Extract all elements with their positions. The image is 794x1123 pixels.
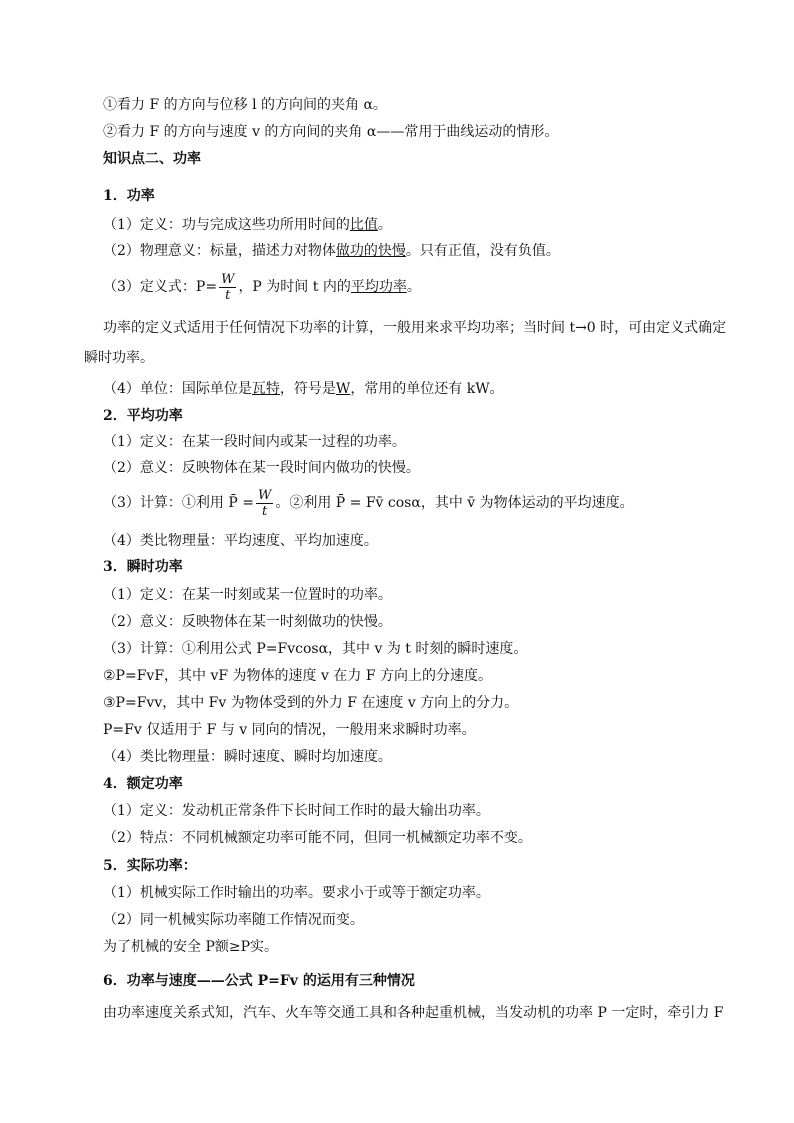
power-unit-mid: ，符号是 <box>279 381 336 397</box>
instant-definition: （1）定义：在某一时刻或某一位置时的功率。 <box>103 587 392 603</box>
instant-analogy: （4）类比物理量：瞬时速度、瞬时均加速度。 <box>103 749 392 765</box>
power-definition-text: （1）定义：功与完成这些功所用时间的 <box>103 217 350 233</box>
rated-definition: （1）定义：发动机正常条件下长时间工作时的最大输出功率。 <box>103 803 490 819</box>
heading-average-power: 2．平均功率 <box>103 408 183 424</box>
power-unit-underlined-2: W <box>335 381 351 397</box>
power-definition-underlined: 比值 <box>349 217 378 233</box>
paragraph-line-1: 功率的定义式适用于任何情况下功率的计算，一般用来求平均功率；当时间 t→0 时，可由定义式确定 <box>103 320 727 336</box>
instant-calculation: （3）计算：①利用公式 P=Fvcosα，其中 v 为 t 时刻的瞬时速度。 <box>103 641 528 657</box>
instant-meaning: （2）意义：反映物体在某一时刻做功的快慢。 <box>103 614 392 630</box>
power-formula-mid: ，P 为时间 t 内的 <box>238 279 351 295</box>
avg-calculation <box>103 486 634 520</box>
actual-2: （2）同一机械实际功率随工作情况而变。 <box>103 912 364 928</box>
power-meaning-underlined: 做功的快慢 <box>335 243 406 259</box>
actual-1: （1）机械实际工作时输出的功率。要求小于或等于额定功率。 <box>103 885 490 901</box>
avg-calc-text: （3）计算：①利用 P̄ = <box>103 495 254 511</box>
power-meaning-end: 。只有正值，没有负值。 <box>405 243 560 259</box>
power-meaning <box>103 242 560 260</box>
heading-power: 1．功率 <box>103 188 155 204</box>
fraction-denominator: t <box>262 503 268 519</box>
text-line-angle-velocity: ②看力 F 的方向与速度 v 的方向间的夹角 α——常用于曲线运动的情形。 <box>103 124 559 140</box>
fraction-w-over-t <box>219 272 236 303</box>
heading-power-velocity: 6．功率与速度——公式 P=Fv 的运用有三种情况 <box>103 973 415 989</box>
power-formula-underlined: 平均功率 <box>350 279 407 295</box>
section-heading-power: 知识点二、功率 <box>103 151 201 167</box>
instant-note: P=Fv 仅适用于 F 与 v 同向的情况，一般用来求瞬时功率。 <box>103 722 476 738</box>
power-unit-underlined-1: 瓦特 <box>251 381 280 397</box>
heading-rated-power: 4．额定功率 <box>103 776 183 792</box>
power-formula <box>103 270 421 304</box>
power-formula-text: （3）定义式：P= <box>103 279 218 295</box>
heading-actual-power: 5．实际功率： <box>103 858 197 874</box>
heading-instant-power: 3．瞬时功率 <box>103 559 183 575</box>
instant-calc-2: ②P=FvF，其中 vF 为物体的速度 v 在力 F 方向上的分速度。 <box>103 668 492 684</box>
power-unit-text: （4）单位：国际单位是 <box>103 381 252 397</box>
fraction-numerator: W <box>221 271 235 287</box>
fraction-w-over-t <box>256 488 273 519</box>
avg-analogy: （4）类比物理量：平均速度、平均加速度。 <box>103 533 378 549</box>
text-line-angle-displacement: ①看力 F 的方向与位移 l 的方向间的夹角 α。 <box>103 97 387 113</box>
power-velocity-paragraph: 由功率速度关系式知，汽车、火车等交通工具和各种起重机械，当发动机的功率 P 一定时，牵引力 F <box>103 1005 724 1021</box>
instant-calc-3: ③P=Fvv，其中 Fv 为物体受到的外力 F 在速度 v 方向上的分力。 <box>103 695 519 711</box>
power-definition-end: 。 <box>377 217 392 233</box>
fraction-numerator: W <box>257 487 272 503</box>
avg-meaning: （2）意义：反映物体在某一段时间内做功的快慢。 <box>103 460 420 476</box>
power-formula-end: 。 <box>406 279 421 295</box>
power-definition <box>103 216 392 234</box>
paragraph-line-2: 瞬时功率。 <box>84 350 154 366</box>
power-unit-end: ，常用的单位还有 kW。 <box>350 381 504 397</box>
power-meaning-text: （2）物理意义：标量，描述力对物体 <box>103 243 336 259</box>
actual-safety: 为了机械的安全 P额≥P实。 <box>103 939 279 955</box>
power-unit <box>103 380 504 398</box>
fraction-denominator: t <box>225 287 231 303</box>
avg-calc-end: 。②利用 P̄ = Fv̄ cosα，其中 v̄ 为物体运动的平均速度。 <box>275 495 634 511</box>
rated-feature: （2）特点：不同机械额定功率可能不同，但同一机械额定功率不变。 <box>103 830 532 846</box>
avg-definition: （1）定义：在某一段时间内或某一过程的功率。 <box>103 434 406 450</box>
